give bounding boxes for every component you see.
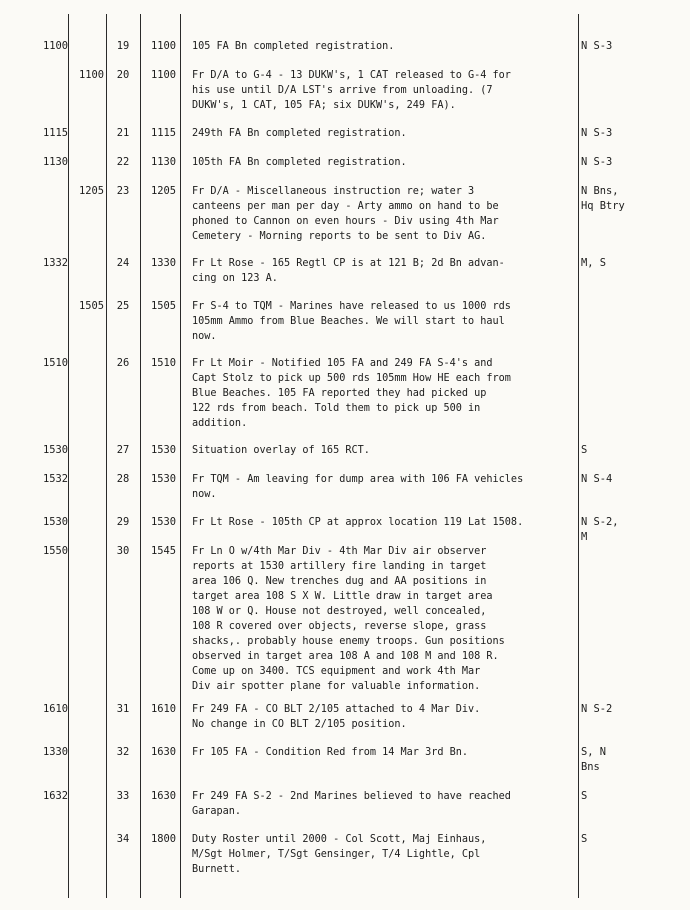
message-line: his use until D/A LST's arrive from unloading. (7	[192, 85, 493, 96]
entry-time: 1530	[150, 516, 176, 528]
time-in: 1100	[42, 40, 68, 52]
serial-number: 19	[116, 40, 130, 52]
time-out: 1505	[78, 300, 104, 312]
action-taken	[581, 745, 681, 775]
serial-number: 22	[116, 156, 130, 168]
message-line: canteens per man per day - Arty ammo on hand to be	[192, 201, 499, 212]
action-line: S, N	[581, 746, 607, 758]
message-text	[192, 356, 578, 431]
entry-time: 1530	[150, 444, 176, 456]
message-line: reports at 1530 artillery fire landing in target	[192, 561, 487, 572]
action-line: N S-3	[581, 40, 613, 52]
action-taken	[581, 155, 681, 170]
time-in: 1550	[42, 545, 68, 557]
column-divider	[140, 14, 141, 898]
message-line: Situation overlay of 165 RCT.	[192, 445, 370, 456]
message-line: phoned to Cannon on even hours - Div using 4th Mar	[192, 216, 499, 227]
message-line: Fr Lt Rose - 105th CP at approx location 119 Lat 1508.	[192, 517, 524, 528]
message-text	[192, 789, 578, 819]
message-line: Fr S-4 to TQM - Marines have released to us 1000 rds	[192, 301, 511, 312]
action-taken	[581, 702, 681, 717]
serial-number: 34	[116, 833, 130, 845]
message-line: now.	[192, 489, 217, 500]
entry-time: 1115	[150, 127, 176, 139]
message-line: Blue Beaches. 105 FA reported they had picked up	[192, 388, 487, 399]
action-taken	[581, 515, 681, 545]
serial-number: 23	[116, 185, 130, 197]
message-text	[192, 256, 578, 286]
message-line: Fr 105 FA - Condition Red from 14 Mar 3rd Bn.	[192, 747, 469, 758]
message-text	[192, 184, 578, 244]
entry-time: 1530	[150, 473, 176, 485]
action-taken	[581, 256, 681, 271]
message-line: Fr D/A to G-4 - 13 DUKW's, 1 CAT released to G-4 for	[192, 70, 511, 81]
action-line: N S-3	[581, 156, 613, 168]
column-divider	[180, 14, 181, 898]
action-line: N S-2	[581, 703, 613, 715]
message-text	[192, 126, 578, 141]
serial-number: 24	[116, 257, 130, 269]
time-in: 1530	[42, 516, 68, 528]
entry-time: 1205	[150, 185, 176, 197]
message-line: Fr Lt Rose - 165 Regtl CP is at 121 B; 2d Bn advan-	[192, 258, 505, 269]
entry-time: 1545	[150, 545, 176, 557]
message-text	[192, 68, 578, 113]
message-text	[192, 39, 578, 54]
serial-number: 21	[116, 127, 130, 139]
serial-number: 32	[116, 746, 130, 758]
message-line: Fr 249 FA S-2 - 2nd Marines believed to have reached	[192, 791, 511, 802]
serial-number: 31	[116, 703, 130, 715]
action-taken	[581, 472, 681, 487]
time-in: 1332	[42, 257, 68, 269]
message-line: Div air spotter plane for valuable information.	[192, 681, 481, 692]
message-line: 122 rds from beach. Told them to pick up 500 in	[192, 403, 481, 414]
serial-number: 29	[116, 516, 130, 528]
serial-number: 26	[116, 357, 130, 369]
message-line: addition.	[192, 418, 248, 429]
column-divider	[68, 14, 69, 898]
entry-time: 1800	[150, 833, 176, 845]
message-text	[192, 832, 578, 877]
entry-time: 1100	[150, 40, 176, 52]
message-line: Garapan.	[192, 806, 242, 817]
time-out: 1100	[78, 69, 104, 81]
message-line: No change in CO BLT 2/105 position.	[192, 719, 407, 730]
message-text	[192, 443, 578, 458]
action-line: M, S	[581, 257, 607, 269]
message-line: Duty Roster until 2000 - Col Scott, Maj Einhaus,	[192, 834, 487, 845]
message-line: Fr D/A - Miscellaneous instruction re; water 3	[192, 186, 475, 197]
serial-number: 20	[116, 69, 130, 81]
action-line: S	[581, 833, 588, 845]
message-line: 108 W or Q. House not destroyed, well concealed,	[192, 606, 487, 617]
message-text	[192, 702, 578, 732]
entry-time: 1610	[150, 703, 176, 715]
action-taken	[581, 39, 681, 54]
message-text	[192, 299, 578, 344]
message-text	[192, 155, 578, 170]
message-text	[192, 515, 578, 530]
message-line: Burnett.	[192, 864, 242, 875]
action-line: Hq Btry	[581, 200, 625, 212]
serial-number: 28	[116, 473, 130, 485]
message-line: area 106 Q. New trenches dug and AA positions in	[192, 576, 487, 587]
message-line: 105 FA Bn completed registration.	[192, 41, 395, 52]
message-line: Fr 249 FA - CO BLT 2/105 attached to 4 Mar Div.	[192, 704, 481, 715]
message-line: 105mm Ammo from Blue Beaches. We will start to haul	[192, 316, 505, 327]
serial-number: 27	[116, 444, 130, 456]
time-in: 1530	[42, 444, 68, 456]
time-in: 1632	[42, 790, 68, 802]
entry-time: 1630	[150, 790, 176, 802]
action-line: M	[581, 531, 588, 543]
message-text	[192, 544, 578, 694]
column-divider	[106, 14, 107, 898]
message-line: shacks,. probably house enemy troops. Gun positions	[192, 636, 505, 647]
entry-time: 1505	[150, 300, 176, 312]
message-text	[192, 745, 578, 760]
time-in: 1510	[42, 357, 68, 369]
action-line: N S-4	[581, 473, 613, 485]
message-line: Capt Stolz to pick up 500 rds 105mm How HE each from	[192, 373, 511, 384]
message-line: 108 R covered over objects, reverse slope, grass	[192, 621, 487, 632]
entry-time: 1100	[150, 69, 176, 81]
message-line: now.	[192, 331, 217, 342]
serial-number: 30	[116, 545, 130, 557]
time-in: 1330	[42, 746, 68, 758]
message-line: Cemetery - Morning reports to be sent to Div AG.	[192, 231, 487, 242]
column-divider	[578, 14, 579, 898]
message-text	[192, 472, 578, 502]
message-line: 249th FA Bn completed registration.	[192, 128, 407, 139]
action-taken	[581, 184, 681, 214]
message-line: cing on 123 A.	[192, 273, 278, 284]
action-line: N Bns,	[581, 185, 619, 197]
action-taken	[581, 832, 681, 847]
message-line: target area 108 S X W. Little draw in target area	[192, 591, 493, 602]
serial-number: 25	[116, 300, 130, 312]
action-line: N S-2,	[581, 516, 619, 528]
message-line: M/Sgt Holmer, T/Sgt Gensinger, T/4 Lightle, Cpl	[192, 849, 481, 860]
entry-time: 1510	[150, 357, 176, 369]
action-taken	[581, 789, 681, 804]
message-line: 105th FA Bn completed registration.	[192, 157, 407, 168]
message-line: Fr TQM - Am leaving for dump area with 106 FA vehicles	[192, 474, 524, 485]
message-line: Fr Ln O w/4th Mar Div - 4th Mar Div air observer	[192, 546, 487, 557]
action-line: S	[581, 444, 588, 456]
time-out: 1205	[78, 185, 104, 197]
message-line: Fr Lt Moir - Notified 105 FA and 249 FA S-4's and	[192, 358, 493, 369]
serial-number: 33	[116, 790, 130, 802]
time-in: 1610	[42, 703, 68, 715]
entry-time: 1630	[150, 746, 176, 758]
action-line: N S-3	[581, 127, 613, 139]
time-in: 1115	[42, 127, 68, 139]
time-in: 1532	[42, 473, 68, 485]
action-line: S	[581, 790, 588, 802]
message-line: Come up on 3400. TCS equipment and work 4th Mar	[192, 666, 481, 677]
message-line: observed in target area 108 A and 108 M and 108 R.	[192, 651, 499, 662]
entry-time: 1130	[150, 156, 176, 168]
time-in: 1130	[42, 156, 68, 168]
entry-time: 1330	[150, 257, 176, 269]
action-line: Bns	[581, 761, 600, 773]
action-taken	[581, 126, 681, 141]
message-line: DUKW's, 1 CAT, 105 FA; six DUKW's, 249 FA).	[192, 100, 456, 111]
action-taken	[581, 443, 681, 458]
